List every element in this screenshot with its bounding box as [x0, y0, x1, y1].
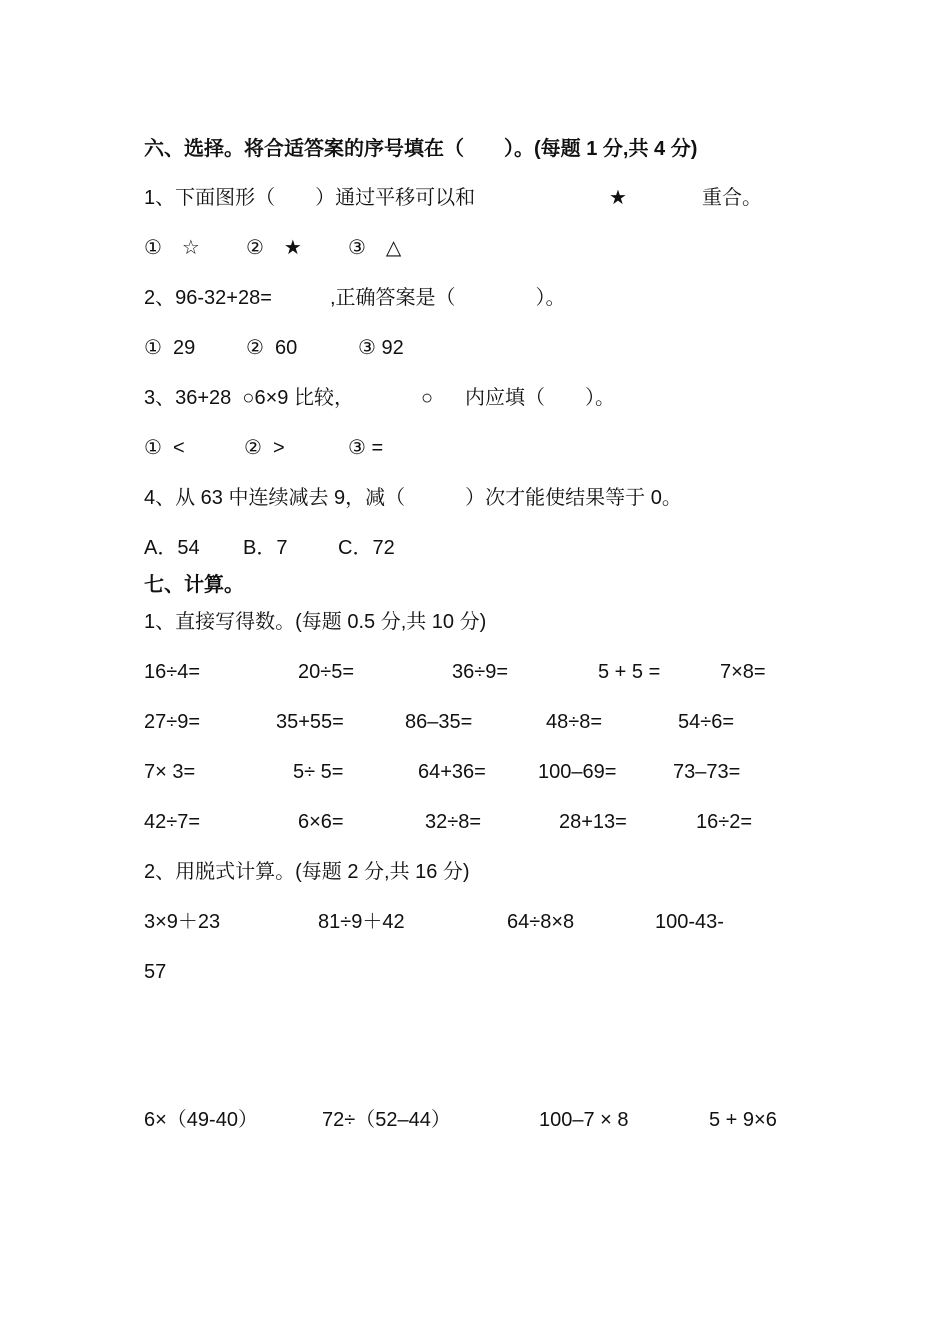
- calc-item: 5 + 5 =: [598, 661, 661, 683]
- calc-item: 42÷7=: [144, 811, 201, 833]
- question-4-option-b: B．7: [243, 537, 288, 559]
- calc-item: 7×8=: [720, 661, 766, 683]
- question-3-stem: 3、36+28 ○6×9 比较，: [144, 387, 354, 409]
- calc-item: 5÷ 5=: [293, 761, 344, 783]
- calc-item: 28+13=: [559, 811, 627, 833]
- expression-item: 100–7 × 8: [539, 1109, 629, 1131]
- question-3-option-2: ② >: [244, 437, 285, 459]
- calc-item: 64+36=: [418, 761, 486, 783]
- part-1-title: 1、直接写得数。(每题 0.5 分,共 10 分): [144, 611, 487, 633]
- calc-item: 32÷8=: [425, 811, 482, 833]
- calc-item: 100–69=: [538, 761, 617, 783]
- question-1-option-3: ③ △: [348, 237, 402, 259]
- comparison-circle: ○: [421, 387, 434, 409]
- calc-item: 7× 3=: [144, 761, 196, 783]
- expression-item: 100-43-: [655, 911, 724, 933]
- question-4-option-a: A．54: [144, 537, 200, 559]
- expression-item: 64÷8×8: [507, 911, 575, 933]
- calc-item: 48÷8=: [546, 711, 603, 733]
- calc-item: 6×6=: [298, 811, 344, 833]
- question-2-option-1: ① 29: [144, 337, 196, 359]
- section-six-heading: 六、选择。将合适答案的序号填在（ ）。(每题 1 分,共 4 分): [144, 138, 698, 160]
- question-2-stem: 2、96-32+28=: [144, 287, 272, 309]
- calc-item: 54÷6=: [678, 711, 735, 733]
- question-3-tail: 内应填（ ）。: [465, 387, 615, 409]
- question-1-option-2: ② ★: [246, 237, 302, 259]
- question-3-option-1: ① <: [144, 437, 185, 459]
- calc-item: 16÷4=: [144, 661, 201, 683]
- calc-item: 86–35=: [405, 711, 473, 733]
- calc-item: 73–73=: [673, 761, 741, 783]
- question-2-tail: ,正确答案是（ ）。: [330, 287, 566, 309]
- question-3-option-3: ③ =: [348, 437, 384, 459]
- expression-item-continuation: 57: [144, 961, 167, 983]
- black-star-shape: ★: [609, 187, 627, 209]
- section-seven-heading: 七、计算。: [144, 574, 244, 596]
- expression-item: 81÷9＋42: [318, 911, 405, 933]
- question-2-option-3: ③ 92: [358, 337, 404, 359]
- expression-item: 5 + 9×6: [709, 1109, 777, 1131]
- question-1-stem: 1、下面图形（ ）通过平移可以和: [144, 187, 476, 209]
- calc-item: 16÷2=: [696, 811, 753, 833]
- calc-item: 35+55=: [276, 711, 344, 733]
- calc-item: 36÷9=: [452, 661, 509, 683]
- expression-item: 3×9＋23: [144, 911, 221, 933]
- question-1-tail: 重合。: [702, 187, 762, 209]
- expression-item: 72÷（52–44）: [322, 1109, 451, 1131]
- question-1-option-1: ① ☆: [144, 237, 200, 259]
- question-4-stem: 4、从 63 中连续减去 9，减（ ）次才能使结果等于 0。: [144, 487, 682, 509]
- expression-item: 6×（49-40）: [144, 1109, 258, 1131]
- question-2-option-2: ② 60: [246, 337, 298, 359]
- calc-item: 27÷9=: [144, 711, 201, 733]
- calc-item: 20÷5=: [298, 661, 355, 683]
- question-4-option-c: C．72: [338, 537, 395, 559]
- part-2-title: 2、用脱式计算。(每题 2 分,共 16 分): [144, 861, 470, 883]
